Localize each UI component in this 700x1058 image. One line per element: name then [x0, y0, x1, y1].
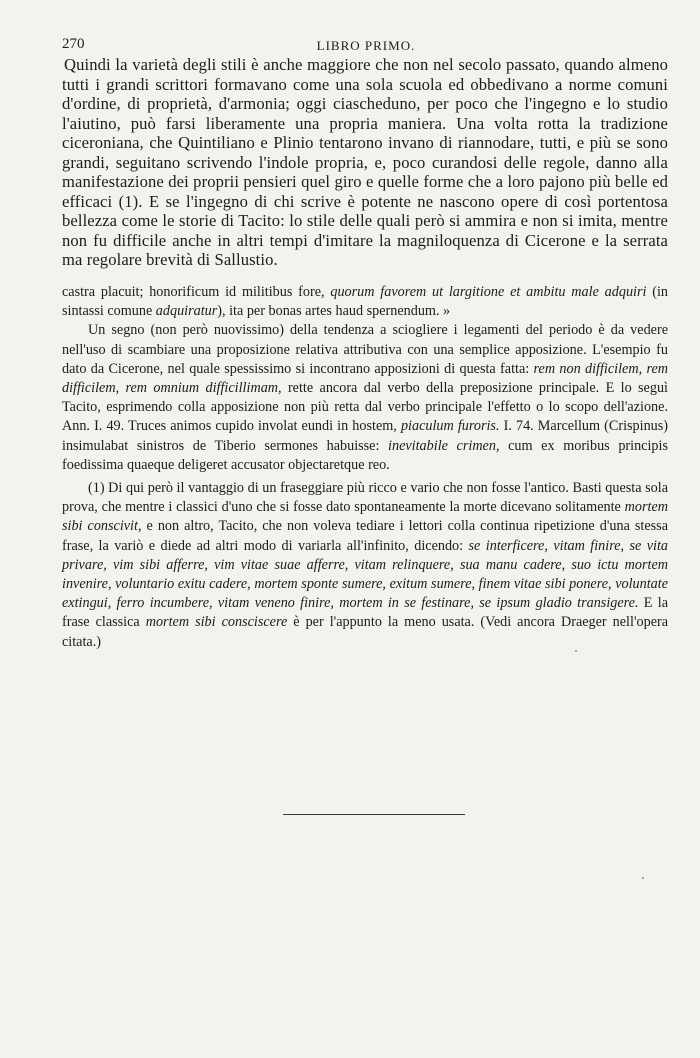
- text-run: e non altro, Tacito, che non voleva tediare i lettori colla continua ripetizione d'una stessa frase, la variò e diede ad altri modo di variarla all'infinito, dicendo:: [62, 518, 668, 554]
- paper-speck: [642, 877, 644, 879]
- italic-run: mortem sibi consciscere: [145, 614, 288, 631]
- italic-run: rem non difficilem, rem difficilem, rem omnium difficillimam,: [62, 360, 668, 397]
- text-run: Un segno (non però nuovissimo) della tendenza a sciogliere i legamenti del periodo è da vedere nell'uso di scambiare una proposizione relativa attributiva con una semplice apposizione. L'esempio fu dato da Cicerone, nel quale spessissimo si incontrano apposizioni di questa fatta:: [62, 322, 668, 377]
- text-run: I. 74. Marcellum (Crispinus) insimulabat sinistros de Tiberio sermones habuisse:: [62, 418, 668, 454]
- text-run: rette ancora dal verbo della preposizione principale. E lo seguì Tacito, esprimendo colla apposizione non più retta dal verbo principale l'effetto o lo scopo dell'azione. Ann. I. 49. Truces animos cupido involat eundi in hostem,: [62, 380, 668, 435]
- page-number: 270: [62, 36, 85, 52]
- italic-run: adquiratur: [155, 303, 218, 320]
- main-text-block: [62, 55, 668, 270]
- text-run: è per l'appunto la meno usata. (Vedi ancora Draeger nell'opera citata.): [62, 614, 669, 650]
- italic-run: inevitabile crimen,: [388, 437, 500, 454]
- text-run: cum ex moribus principis foedissima quaeque deligeret accusator objectaretque reo.: [62, 437, 668, 473]
- italic-run: mortem sibi conscivit,: [62, 499, 668, 535]
- text-run: (1) Di qui però il vantaggio di un fraseggiare più ricco e vario che non fosse l'antico. Basti questa sola prova, che mentre i classici d'uno che si fosse dato spontaneamente la morte dicevano solitamente: [62, 480, 668, 516]
- footnote-1: [62, 479, 668, 652]
- running-title: LIBRO PRIMO.: [316, 38, 416, 53]
- text-run: castra placuit; honorificum id militibus fore,: [62, 284, 331, 300]
- main-paragraph: Quindi la varietà degli stili è anche maggiore che non nel secolo passato, quando almeno tutti i grandi scrittori formavano come una sola scuola ed obbedivano a norme comuni d'ordine, di proprietà, d'armonia; oggi ciascheduno, per poco che l'ingegno e lo studio l'aiutino, può farsi liberamente una propria maniera. Una volta rotta la tradizione ciceroniana, che Quintiliano e Plinio tentarono invano di riannodare, tutti, e più se sono grandi, seguitano scrivendo l'indole propria, e, poco curandosi delle regole, danno alla manifestazione dei proprii pensieri quel giro e quelle forme che a loro pajono più belle ed efficaci (1). E se l'ingegno di chi scrive è potente ne nascono opere di così portentosa bellezza come le storie di Tacito: lo stile delle quali però si ammira e non si imita, mentre non fu difficile anche in altri tempi d'imitare la magniloquenza di Cicerone e la serrata ma regolare brevità di Sallustio.: [62, 55, 668, 269]
- paper-speck: [575, 650, 577, 652]
- running-head: [62, 36, 670, 56]
- text-run: (in sintassi comune: [62, 284, 668, 320]
- footnote-paragraph: [62, 321, 668, 475]
- text-run: ), ita per bonas artes haud spernendum. »: [217, 303, 451, 320]
- footnote-continuation: [62, 283, 668, 321]
- footnotes-block: [62, 283, 668, 652]
- italic-run: quorum favorem ut largitione et ambitu male adquiri: [330, 284, 647, 300]
- end-rule: [283, 814, 465, 815]
- italic-run: se interficere, vitam finire, se vita privare, vim sibi afferre, vim vitae suae afferre, vitam relinquere, sua manu cadere, suo ictu mortem invenire, voluntario exitu cadere, mortem sponte sumere, exitum sumere, finem vitae sibi ponere, voluntate extingui, ferro incumbere, vitam veneno finire, mortem in se festinare, se ipsum gladio transigere.: [62, 537, 668, 612]
- text-run: E la frase classica: [62, 595, 668, 631]
- italic-run: piaculum furoris.: [400, 418, 500, 435]
